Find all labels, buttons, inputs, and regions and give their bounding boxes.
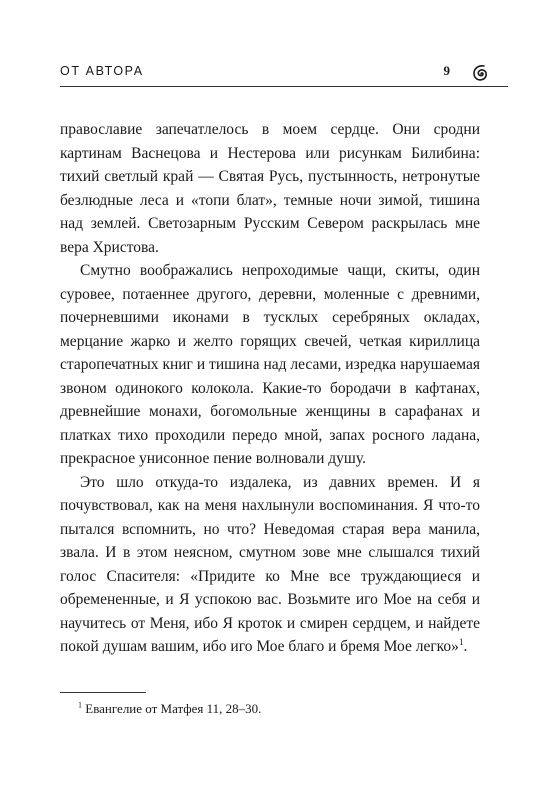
footnote-text: Евангелие от Матфея 11, 28–30. bbox=[85, 701, 262, 716]
body-text bbox=[60, 118, 480, 659]
paragraph: православие запечатлелось в моем сердце. Они сродни картинам Васнецова и Нестерова или рисункам Билибина: тихий светлый край — Святая Русь, пустынность, нетронутые безлюдные леса и «топи блат», темные ночи зимой, тишина над землей. Светозарным Русским Севером раскрылась мне вера Христова. bbox=[60, 121, 480, 256]
footnote bbox=[78, 700, 478, 718]
spiral-ornament-icon bbox=[468, 60, 494, 86]
footnote-reference: 1 bbox=[458, 636, 464, 647]
paragraph: Смутно воображались непроходимые чащи, скиты, один суровее, потаеннее другого, деревни, моленные с древними, почерневшими иконами в тусклых серебряных окладах, мерцание жарко и желто горящих свечей, четкая кириллица старопечатных книг и тишина над лесами, изредка нарушаемая звоном одинокого колокола. Какие-то бородачи в кафтанах, древнейшие монахи, богомольные женщины в сарафанах и платках тихо проходили передо мной, запах росного ладана, прекрасное унисонное пение волновали душу. bbox=[60, 262, 480, 467]
paragraph: Это шло откуда-то издалека, из давних времен. И я почувствовал, как на меня нахлынули воспоминания. Я что-то пытался вспомнить, но что? Неведомая старая вера манила, звала. И в этом неясном, смутном зове мне слышался тихий голос Спасителя: «Придите ко Мне все труждающиеся и обремененные, и Я успокою вас. Возьмите иго Мое на себя и научитесь от Меня, ибо Я кроток и смирен сердцем, и найдете покой душам вашим, ибо иго Мое благо и бремя Мое легко»$^1$. bbox=[60, 473, 480, 655]
page-number: 9 bbox=[443, 63, 450, 78]
section-title: ОТ АВТОРА bbox=[60, 64, 144, 78]
paragraph-text: Это шло откуда-то издалека, из давних времен. И я почувствовал, как на меня нахлынули воспоминания. Я что-то пытался вспомнить, но что? Неведомая старая вера манила, звала. И в этом неясном, смутном зове мне слышался тихий голос Спасителя: «Придите ко Мне все труждающиеся и обремененные, и Я успокою вас. Возьмите иго Мое на себя и научитесь от Меня, ибо Я кроток и смирен сердцем, и найдете покой душам вашим, ибо иго Мое благо и бремя Мое легко» bbox=[60, 473, 480, 655]
footnote-rule bbox=[60, 692, 146, 693]
header-rule bbox=[60, 86, 508, 87]
footnote-marker: 1 bbox=[78, 700, 82, 710]
running-head bbox=[60, 64, 480, 82]
